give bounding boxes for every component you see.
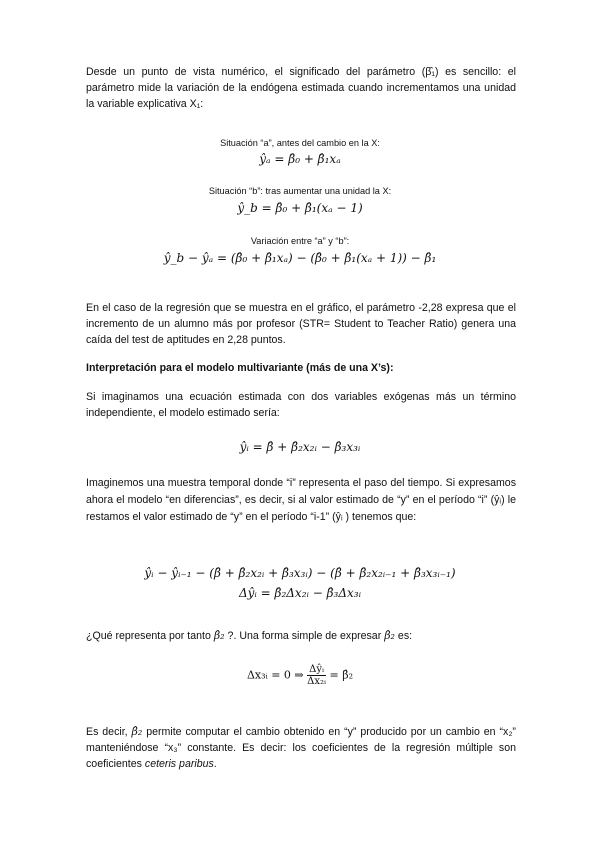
regression-paragraph: En el caso de la regresión que se muestra en el gráfico, el parámetro -2,28 expresa que el incremento de un alumno más por profesor (STR= Student to Teacher Ratio) genera una caída del test de aptitudes en 2,28 puntos. [86,302,516,346]
variation-label: Variación entre “a” y “b”: [250,236,350,246]
conclusion-end: . [213,758,217,770]
beta2-symbol: β̂₂ [213,629,225,642]
situation-a-equation: ŷₐ = β̂₀ + β̂₁xₐ [259,152,341,166]
ratio-lhs: Δx₃ᵢ = 0 ⇒ [246,668,304,682]
conclusion-paragraph [86,724,516,772]
beta2-symbol: β̂₂ [131,725,143,738]
question-text-3: es: [397,630,413,642]
situation-b-label: Situación “b”: tras aumentar una unidad la X: [208,186,392,196]
difference-equation-2: Δŷᵢ = β̂₂Δx₂ᵢ − β̂₃Δx₃ᵢ [238,586,362,600]
question-paragraph [86,628,516,644]
ceteris-paribus-text: ceteris paribus [144,758,214,770]
ratio-equation [0,664,600,687]
ratio-fraction [307,664,326,687]
differences-paragraph: Imaginemos una muestra temporal donde “i” representa el paso del tiempo. Si expresamos ahora el modelo “en diferencias”, es decir, si al valor estimado de “y” en el período “i” (ŷᵢ) le restamos el valor estimado de “y” en el período “i-1” (ŷᵢ ) tenemos que: [86,477,516,523]
conclusion-text-2: permite computar el cambio obtenido en “y” producido por un cambio en “x₂” manteniéndose “x₃” constante. Es decir: los coeficientes de la regresión múltiple son coeficientes [86,726,516,770]
multivariate-equation: ŷᵢ = β̂ + β̂₂x₂ᵢ − β̂₃x₃ᵢ [239,440,361,454]
question-text-1: ¿Qué representa por tanto [86,630,211,642]
difference-equation-1: ŷᵢ − ŷᵢ₋₁ − (β̂ + β̂₂x₂ᵢ + β̂₃x₃ᵢ) − (β̂ + β̂₂x₂ᵢ₋₁ + β̂₃x₃ᵢ₋₁) [144,566,456,580]
beta2-symbol: β̂₂ [384,629,395,642]
conclusion-text-1: Es decir, [86,726,128,738]
ratio-numerator: Δŷᵢ [309,664,325,675]
situation-b-equation: ŷ_b = β̂₀ + β̂₁(xₐ − 1) [237,201,363,215]
intro-paragraph: Desde un punto de vista numérico, el significado del parámetro (β̂₁) es sencillo: el parámetro mide la variación de la endógena estimada cuando incrementamos una unidad la variable explicativa X₁: [86,66,516,110]
variation-equation: ŷ_b − ŷₐ = (β̂₀ + β̂₁xₐ) − (β̂₀ + β̂₁(xₐ + 1)) − β̂₁ [163,251,437,265]
question-text-2: ?. Una forma simple de expresar [227,630,382,642]
multivariate-intro-paragraph: Si imaginamos una ecuación estimada con dos variables exógenas más un término independiente, el modelo estimado sería: [86,391,516,419]
situation-a-label: Situación “a”, antes del cambio en la X: [220,138,380,148]
ratio-denominator: Δx₂ᵢ [307,676,327,687]
multivariate-heading: Interpretación para el modelo multivariante (más de una X’s): [86,362,394,374]
ratio-rhs: = β̂₂ [329,668,354,682]
